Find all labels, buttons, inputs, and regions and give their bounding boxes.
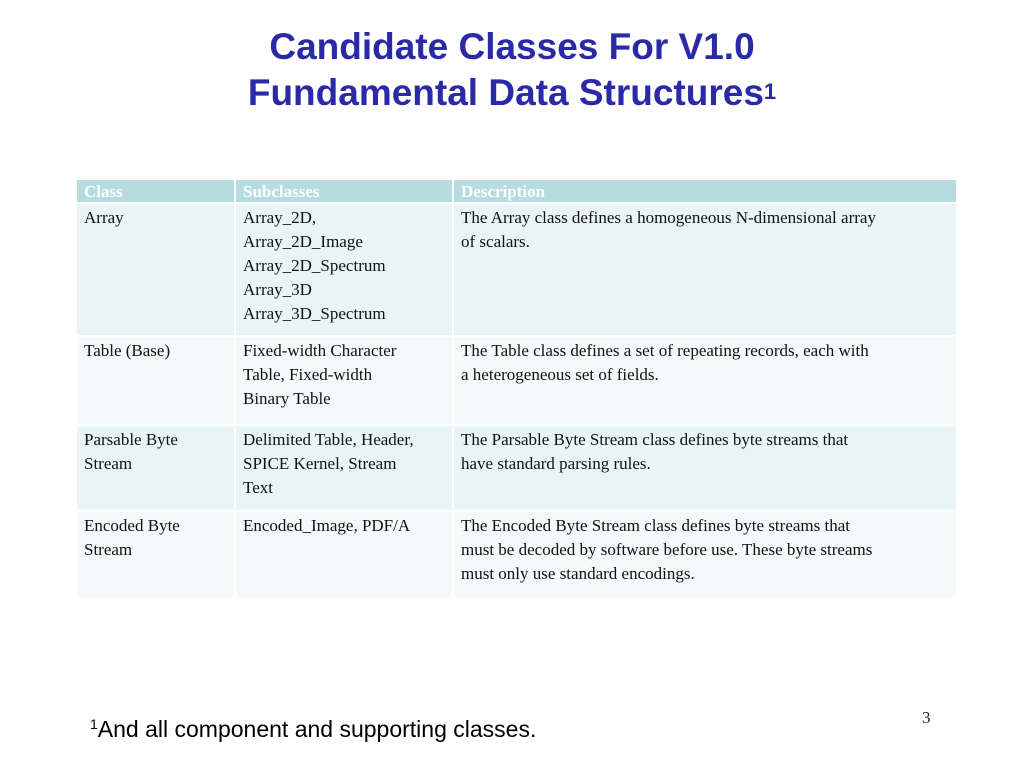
subclasses-cell (235, 511, 453, 598)
class-line: Parsable Byte (84, 430, 178, 449)
subclass-line: Array_3D (243, 280, 312, 299)
subclass-line: Array_2D, (243, 208, 317, 227)
footnote-text: And all component and supporting classes. (97, 716, 537, 742)
subclass-line: Fixed-width Character (243, 341, 397, 360)
page-number: 3 (922, 708, 931, 727)
column-header-subclasses: Subclasses (235, 180, 453, 203)
class-cell (77, 336, 235, 425)
description-line: The Table class defines a set of repeating records, each with (461, 341, 869, 360)
subclass-line: Table, Fixed-width (243, 365, 373, 384)
subclass-line: Delimited Table, Header, (243, 430, 414, 449)
classes-table (77, 180, 956, 599)
table-row (77, 336, 956, 425)
class-line: Table (Base) (84, 341, 171, 360)
footnote (90, 716, 536, 743)
subclasses-cell (235, 425, 453, 511)
description-line: The Array class defines a homogeneous N-dimensional array (461, 208, 876, 227)
description-line: must only use standard encodings. (461, 564, 695, 583)
column-header-class: Class (77, 180, 235, 203)
title-line-1: Candidate Classes For V1.0 (269, 26, 755, 67)
subclasses-cell (235, 336, 453, 425)
description-cell (453, 425, 956, 511)
description-line: The Encoded Byte Stream class defines byte streams that (461, 516, 850, 535)
subclass-line: Array_3D_Spectrum (243, 304, 386, 323)
class-cell (77, 203, 235, 336)
subclass-line: SPICE Kernel, Stream (243, 454, 397, 473)
class-line: Stream (84, 540, 133, 559)
description-cell (453, 203, 956, 336)
subclass-line: Text (243, 478, 273, 497)
description-line: must be decoded by software before use. These byte streams (461, 540, 873, 559)
subclass-line: Binary Table (243, 389, 331, 408)
column-header-description: Description (453, 180, 956, 203)
subclasses-cell (235, 203, 453, 336)
description-line: have standard parsing rules. (461, 454, 651, 473)
table-row (77, 425, 956, 511)
subclass-line: Encoded_Image, PDF/A (243, 516, 411, 535)
class-line: Array (84, 208, 124, 227)
footnote-marker: 1 (90, 716, 98, 732)
title-line-2-text: Fundamental Data Structures (247, 72, 764, 113)
description-cell (453, 511, 956, 598)
title-line-2 (0, 70, 1024, 116)
table-row (77, 203, 956, 336)
class-line: Stream (84, 454, 133, 473)
description-line: of scalars. (461, 232, 530, 251)
slide-title (0, 24, 1024, 116)
description-cell (453, 336, 956, 425)
description-line: The Parsable Byte Stream class defines byte streams that (461, 430, 849, 449)
description-line: a heterogeneous set of fields. (461, 365, 659, 384)
table-row (77, 511, 956, 598)
subclass-line: Array_2D_Spectrum (243, 256, 386, 275)
title-footnote-marker: 1 (763, 79, 777, 104)
table-header-row (77, 180, 956, 203)
class-line: Encoded Byte (84, 516, 180, 535)
subclass-line: Array_2D_Image (243, 232, 363, 251)
class-cell (77, 425, 235, 511)
class-cell (77, 511, 235, 598)
